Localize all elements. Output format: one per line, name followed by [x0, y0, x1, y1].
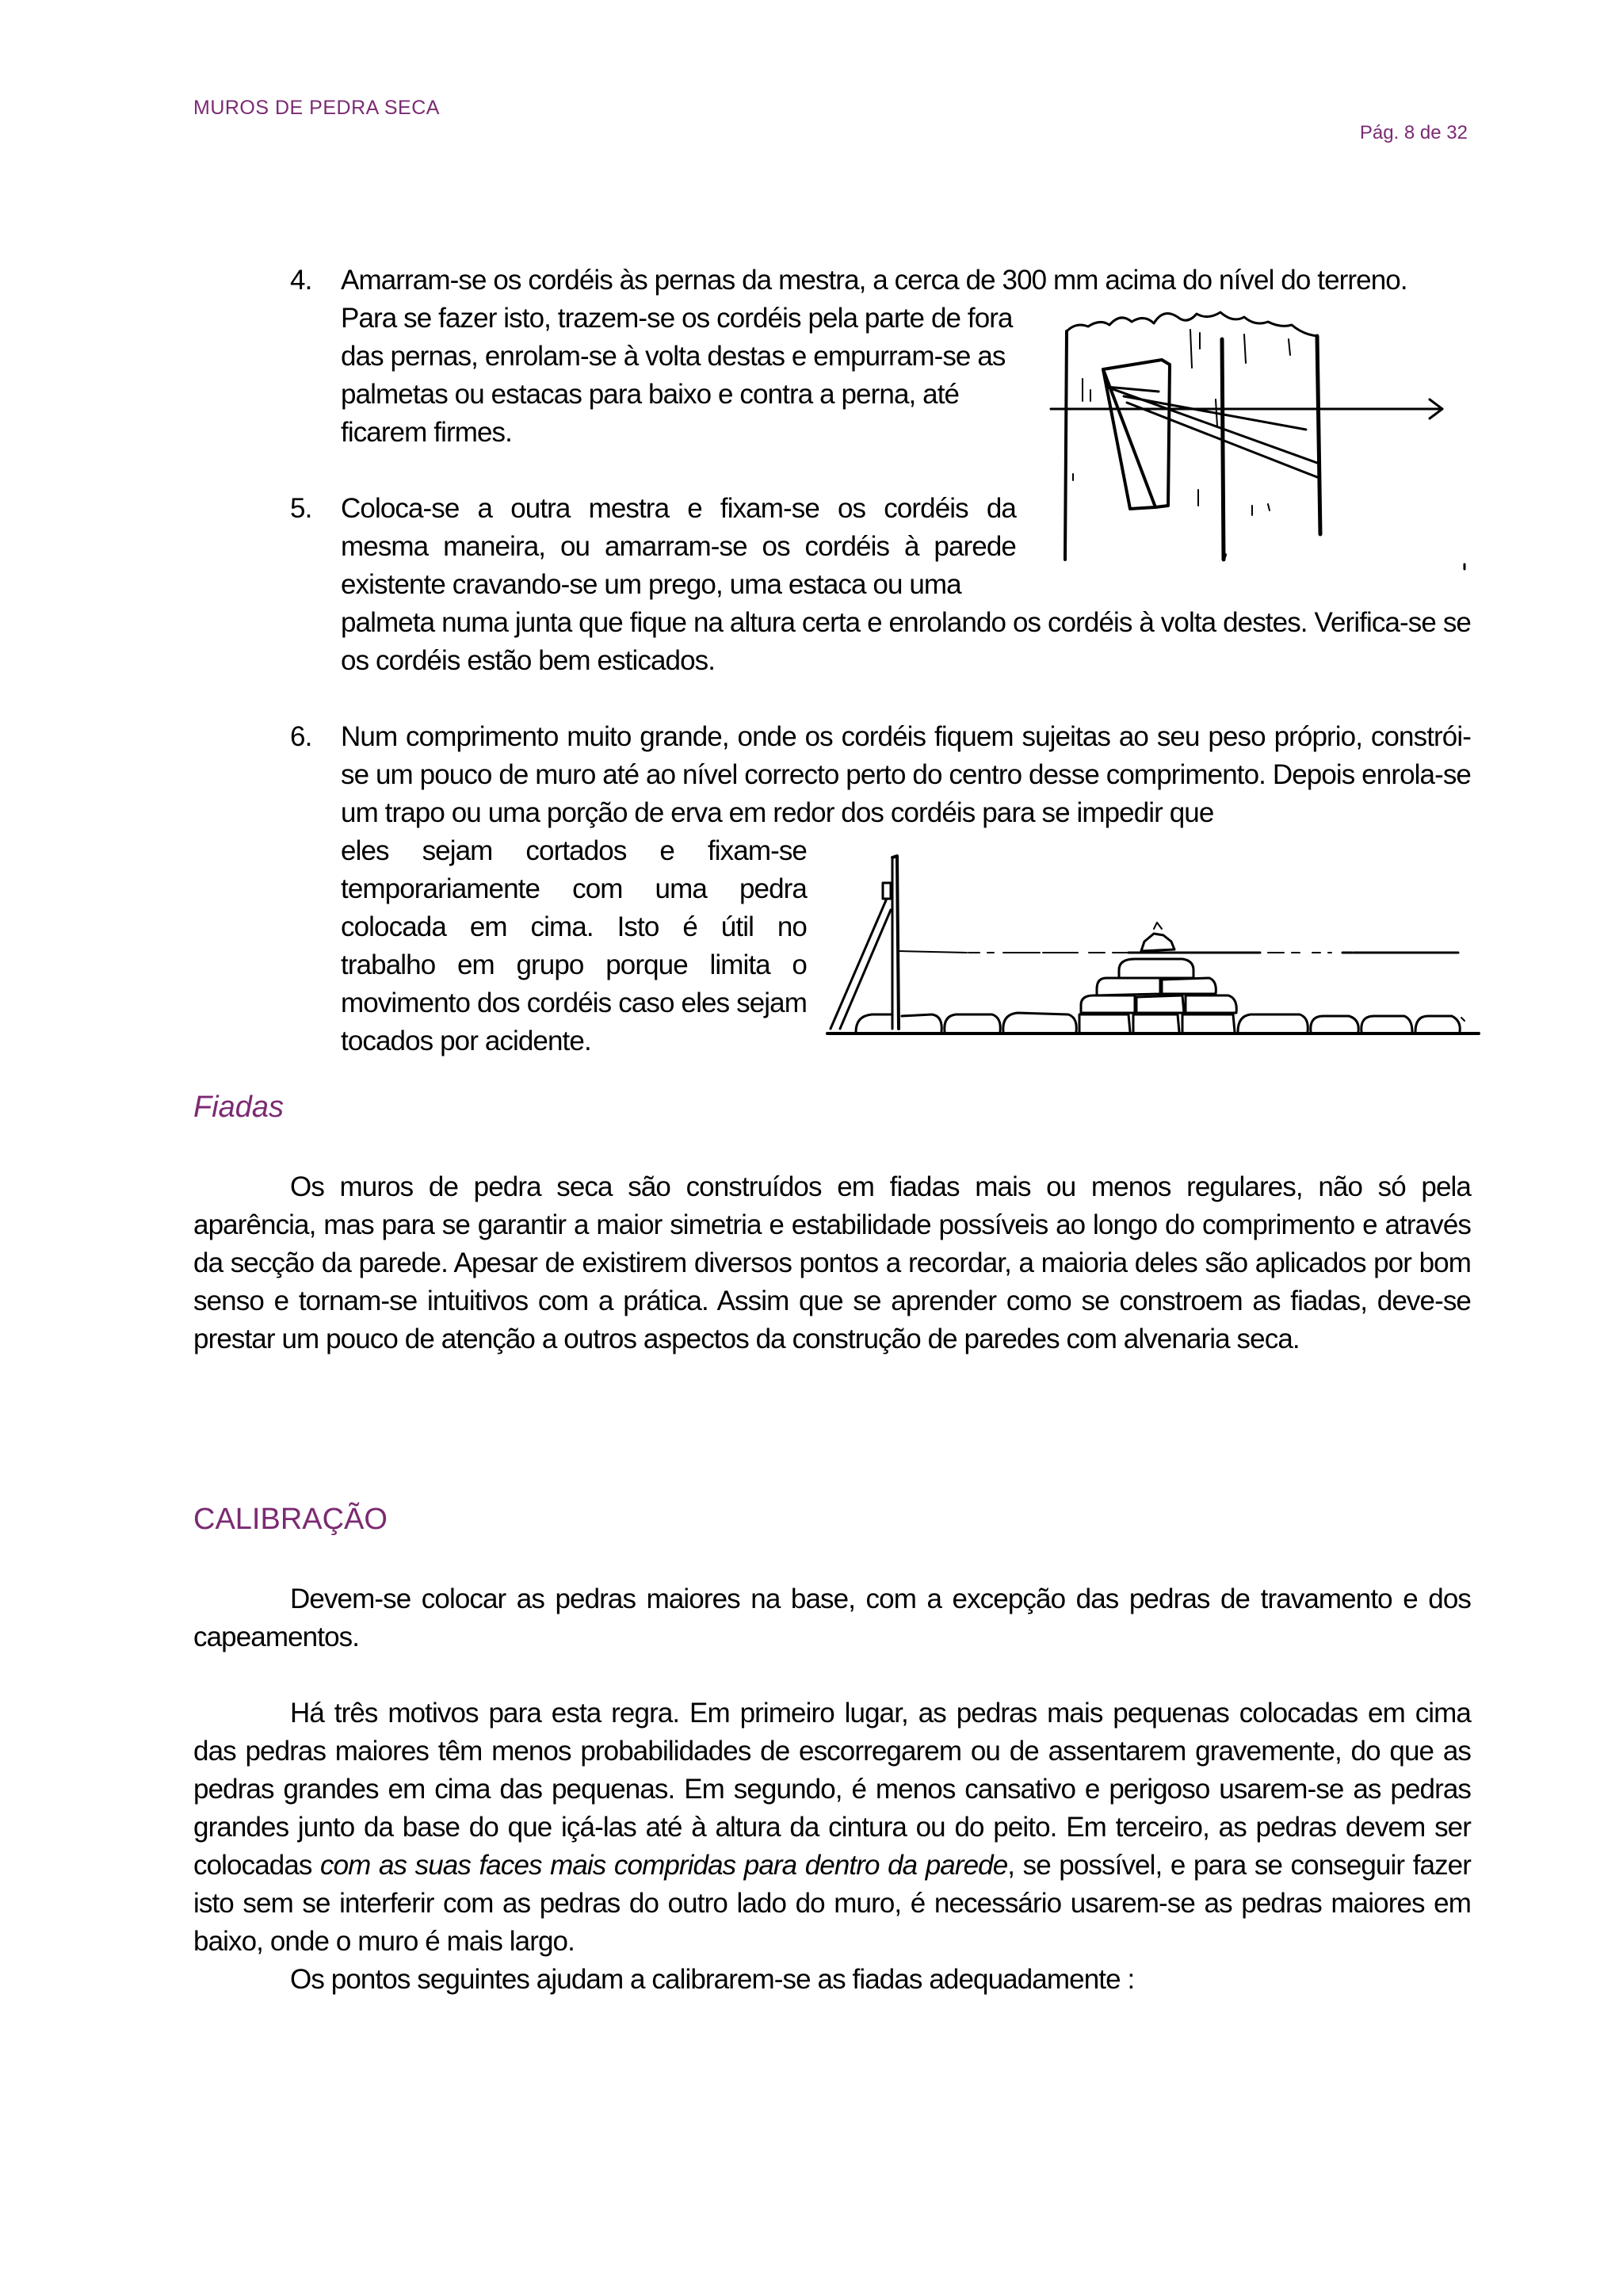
calibracao-paragraph-2	[193, 1694, 1471, 1961]
list-number: 5.	[290, 493, 312, 524]
paragraph-text: , se possível, e para se conseguir fazer isto sem se interferir com as pedras do outro lado do muro, é necessário usarem-se as pedras maiores em baixo, onde o muro é mais largo.	[193, 1850, 1471, 1957]
calibracao-paragraph-1: Devem-se colocar as pedras maiores na base, com a excepção das pedras de travamento e dos capeamentos.	[193, 1584, 1471, 1652]
running-header-title: MUROS DE PEDRA SECA	[193, 97, 440, 119]
list-item-text: Coloca-se a outra mestra e fixam-se os cordéis da mesma maneira, ou amarram-se os cordéis à parede existente cravando-se um prego, uma estaca ou uma	[341, 493, 1016, 600]
emphasis-text: com as suas faces mais compridas para dentro da parede	[320, 1850, 1008, 1881]
list-item-text: eles sejam cortados e fixam-se temporariamente com uma pedra colocada em cima. Isto é útil no trabalho em grupo porque limita o movimento dos cordéis caso eles sejam tocados por acidente.	[341, 835, 807, 1056]
list-item-text: Para se fazer isto, trazem-se os cordéis pela parte de fora das pernas, enrolam-se à volta destas e empurram-se as palmetas ou estacas para baixo e contra a perna, até ficarem firmes.	[341, 303, 1013, 448]
side-heading-fiadas: Fiadas	[193, 1091, 285, 1124]
string-frame-sketch-icon	[1044, 308, 1472, 577]
fiadas-paragraph: Os muros de pedra seca são construídos em fiadas mais ou menos regulares, não só pela aparência, mas para se garantir a maior simetria e estabilidade possíveis ao longo do comprimento e através da secção da parede. Apesar de existirem diversos pontos a recordar, a maioria deles são aplicados por bom senso e tornam-se intuitivos com a prática. Assim que se aprender como se constroem as fiadas, deve-se prestar um pouco de atenção a outros aspectos da construção de paredes com alvenaria seca.	[193, 1171, 1471, 1354]
paragraph-text: Há três motivos para esta regra. Em primeiro lugar, as pedras mais pequenas colocadas em cima das pedras maiores têm menos probabilidades de escorregarem ou de assentarem gravemente, do que as pedras grandes em cima das pequenas. Em segundo, é menos cansativo e perigoso usarem-se as pedras grandes junto da base do que içá-las até à altura da cintura ou do peito. Em terceiro, as pedras devem ser colocadas	[193, 1698, 1471, 1881]
list-number: 4.	[290, 265, 312, 296]
page-number: Pág. 8 de 32	[1359, 122, 1468, 143]
list-item-lead: Amarram-se os cordéis às pernas da mestra, a cerca de 300 mm acima do nível do terreno.	[341, 265, 1407, 296]
section-heading-calibracao: CALIBRAÇÃO	[193, 1503, 388, 1536]
wall-courses-sketch-icon	[824, 851, 1482, 1041]
list-number: 6.	[290, 721, 312, 752]
calibracao-paragraph-3: Os pontos seguintes ajudam a calibrarem-se as fiadas adequadamente :	[290, 1964, 1135, 1995]
list-item-lead: Num comprimento muito grande, onde os cordéis fiquem sujeitas ao seu peso próprio, constrói-se um pouco de muro até ao nível correcto perto do centro desse comprimento. Depois enrola-se um trapo ou uma porção de erva em redor dos cordéis para se impedir que	[341, 721, 1471, 828]
list-item-text: palmeta numa junta que fique na altura certa e enrolando os cordéis à volta destes. Verifica-se se os cordéis estão bem esticados.	[341, 607, 1471, 676]
